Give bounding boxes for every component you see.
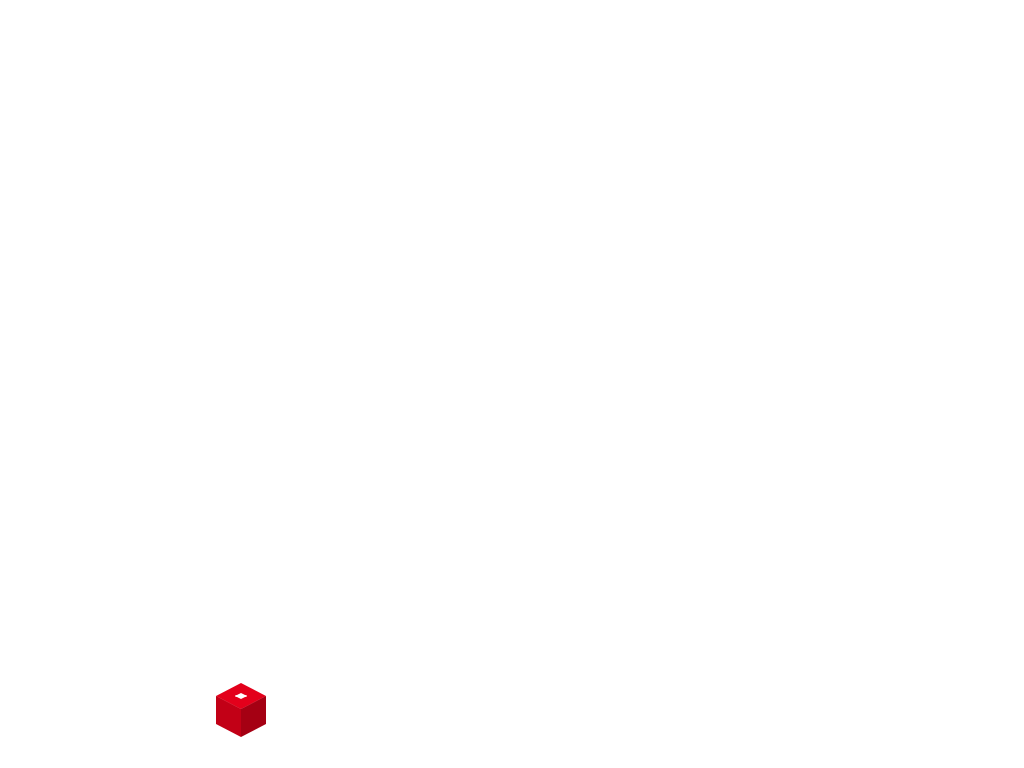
bullet-list: [52, 228, 952, 242]
swiss-cube-icon: [212, 681, 270, 739]
empa-logo: [100, 681, 270, 743]
